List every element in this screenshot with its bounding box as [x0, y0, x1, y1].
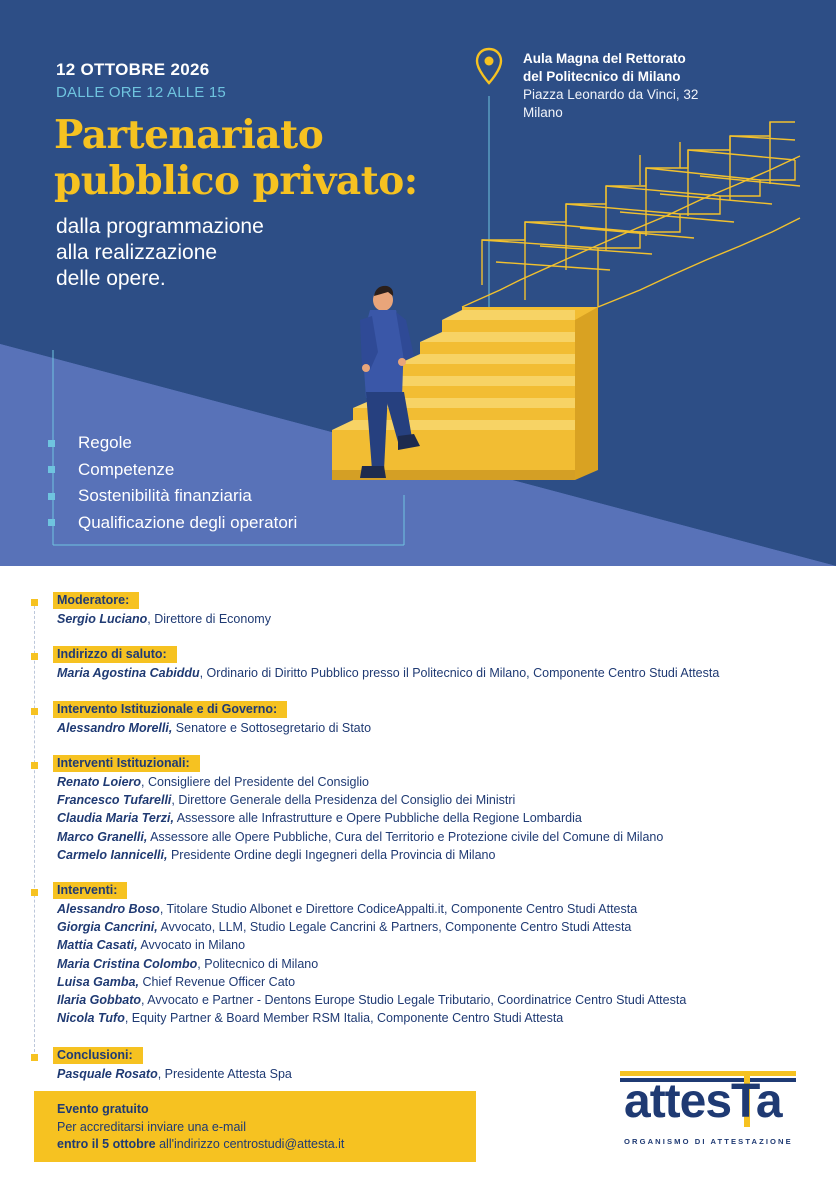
- speaker-entry: [57, 791, 663, 809]
- section-marker-icon: [31, 708, 38, 715]
- event-subtitle-line: delle opere.: [56, 267, 166, 290]
- topic-label: Regole: [78, 433, 132, 453]
- speaker-entry: [57, 955, 686, 973]
- registration-title: Evento gratuito: [57, 1102, 149, 1116]
- event-title-line: pubblico privato:: [54, 158, 418, 204]
- speaker-name: Claudia Maria Terzi,: [57, 811, 174, 826]
- speaker-role: Chief Revenue Officer Cato: [138, 974, 296, 989]
- registration-box: [34, 1091, 476, 1162]
- event-subtitle-line: dalla programmazione: [56, 215, 264, 238]
- attesta-logo: [616, 1067, 800, 1153]
- speaker-entry: [57, 936, 686, 954]
- speaker-entry: [57, 1009, 686, 1027]
- event-date: 12 OTTOBRE 2026: [56, 60, 210, 79]
- speaker-entry: [57, 973, 686, 991]
- topic-label: Sostenibilità finanziaria: [78, 486, 252, 506]
- speaker-entry: [57, 991, 686, 1009]
- section-marker-icon: [31, 762, 38, 769]
- speaker-role: Avvocato, LLM, Studio Legale Cancrini & Partners, Componente Centro Studi Attesta: [157, 920, 632, 935]
- speaker-name: Renato Loiero: [57, 775, 142, 789]
- event-venue: [523, 50, 698, 122]
- topic-item: [48, 483, 297, 510]
- event-title: [54, 112, 418, 204]
- section-heading: Conclusioni:: [53, 1047, 143, 1064]
- speaker-name: Giorgia Cancrini,: [57, 920, 158, 935]
- speaker-role: , Equity Partner & Board Member RSM Italia, Componente Centro Studi Attesta: [124, 1011, 564, 1026]
- event-time: DALLE ORE 12 ALLE 15: [56, 84, 226, 101]
- event-subtitle: [56, 214, 264, 292]
- venue-line: Aula Magna del Rettorato: [523, 51, 686, 66]
- speaker-entry: [57, 846, 663, 864]
- logo-wordmark: attesTa: [624, 1075, 782, 1128]
- section-heading: Moderatore:: [53, 592, 139, 609]
- topic-label: Qualificazione degli operatori: [78, 512, 298, 532]
- speaker-name: Luisa Gamba,: [57, 974, 139, 989]
- topic-label: Competenze: [78, 459, 175, 479]
- speaker-entry: [57, 809, 663, 827]
- speaker-name: Maria Agostina Cabiddu: [57, 666, 200, 680]
- speaker-entry: [57, 719, 371, 737]
- speaker-role: , Avvocato e Partner - Dentons Europe Studio Legale Tributario, Coordinatrice Centro Studi Attesta: [141, 993, 687, 1008]
- venue-line: del Politecnico di Milano: [523, 69, 681, 84]
- speaker-entry: [57, 918, 686, 936]
- speaker-role: , Consigliere del Presidente del Consiglio: [141, 775, 369, 789]
- topic-item: [48, 457, 297, 484]
- logo-tagline: ORGANISMO DI ATTESTAZIONE: [624, 1137, 793, 1146]
- speaker-role: , Presidente Attesta Spa: [157, 1067, 292, 1081]
- speaker-role: , Ordinario di Diritto Pubblico presso il Politecnico di Milano, Componente Centro Studi Attesta: [199, 666, 720, 680]
- speaker-role: Assessore alle Opere Pubbliche, Cura del Territorio e Protezione civile del Comune di Milano: [147, 829, 664, 844]
- bullet-square-icon: [48, 440, 55, 447]
- registration-email[interactable]: all'indirizzo centrostudi@attesta.it: [155, 1137, 345, 1151]
- speaker-name: Maria Cristina Colombo: [57, 956, 198, 971]
- speaker-name: Nicola Tufo: [57, 1011, 125, 1026]
- speaker-entry: [57, 828, 663, 846]
- speaker-role: , Direttore Generale della Presidenza del Consiglio dei Ministri: [171, 793, 516, 808]
- speaker-role: Assessore alle Infrastrutture e Opere Pubbliche della Regione Lombardia: [173, 811, 582, 826]
- speaker-name: Francesco Tufarelli: [57, 793, 172, 808]
- speaker-role: Presidente Ordine degli Ingegneri della Provincia di Milano: [167, 847, 496, 862]
- timeline-divider: [34, 601, 35, 1057]
- section-marker-icon: [31, 653, 38, 660]
- topic-item: [48, 510, 297, 537]
- speaker-name: Sergio Luciano: [57, 612, 148, 626]
- speaker-entry: [57, 610, 271, 628]
- section-heading: Interventi Istituzionali:: [53, 755, 200, 772]
- section-marker-icon: [31, 889, 38, 896]
- speaker-role: Avvocato in Milano: [137, 938, 246, 953]
- section-heading: Intervento Istituzionale e di Governo:: [53, 701, 287, 718]
- location-pin-icon: [475, 47, 503, 99]
- registration-instructions: Per accreditarsi inviare una e-mail: [57, 1119, 246, 1134]
- speaker-role: Senatore e Sottosegretario di Stato: [172, 721, 372, 735]
- speaker-name: Alessandro Morelli,: [57, 721, 173, 735]
- section-heading: Interventi:: [53, 882, 127, 899]
- speaker-name: Carmelo Iannicelli,: [57, 847, 168, 862]
- event-subtitle-line: alla realizzazione: [56, 241, 218, 264]
- speaker-name: Pasquale Rosato: [57, 1067, 158, 1081]
- venue-city: Milano: [523, 105, 563, 120]
- registration-deadline-date: entro il 5 ottobre: [57, 1137, 156, 1151]
- speaker-entry: [57, 1065, 292, 1083]
- bullet-square-icon: [48, 493, 55, 500]
- speaker-role: , Direttore di Economy: [147, 612, 271, 626]
- topics-list: [48, 430, 297, 536]
- hero-banner: [0, 0, 836, 566]
- speaker-role: , Titolare Studio Albonet e Direttore CodiceAppalti.it, Componente Centro Studi Attesta: [159, 902, 638, 916]
- section-marker-icon: [31, 599, 38, 606]
- speaker-entry: [57, 773, 663, 791]
- section-marker-icon: [31, 1054, 38, 1061]
- speaker-name: Ilaria Gobbato: [57, 993, 142, 1008]
- topic-item: [48, 430, 297, 457]
- speaker-name: Marco Granelli,: [57, 829, 148, 844]
- registration-deadline: [57, 1136, 476, 1154]
- speaker-entry: [57, 664, 719, 682]
- speaker-name: Mattia Casati,: [57, 938, 138, 953]
- bullet-square-icon: [48, 466, 55, 473]
- venue-address: Piazza Leonardo da Vinci, 32: [523, 87, 699, 102]
- speaker-name: Alessandro Boso: [57, 902, 160, 916]
- speaker-entry: [57, 900, 686, 918]
- speaker-role: , Politecnico di Milano: [197, 956, 319, 971]
- event-title-line: Partenariato: [54, 112, 324, 158]
- bullet-square-icon: [48, 519, 55, 526]
- section-heading: Indirizzo di saluto:: [53, 646, 177, 663]
